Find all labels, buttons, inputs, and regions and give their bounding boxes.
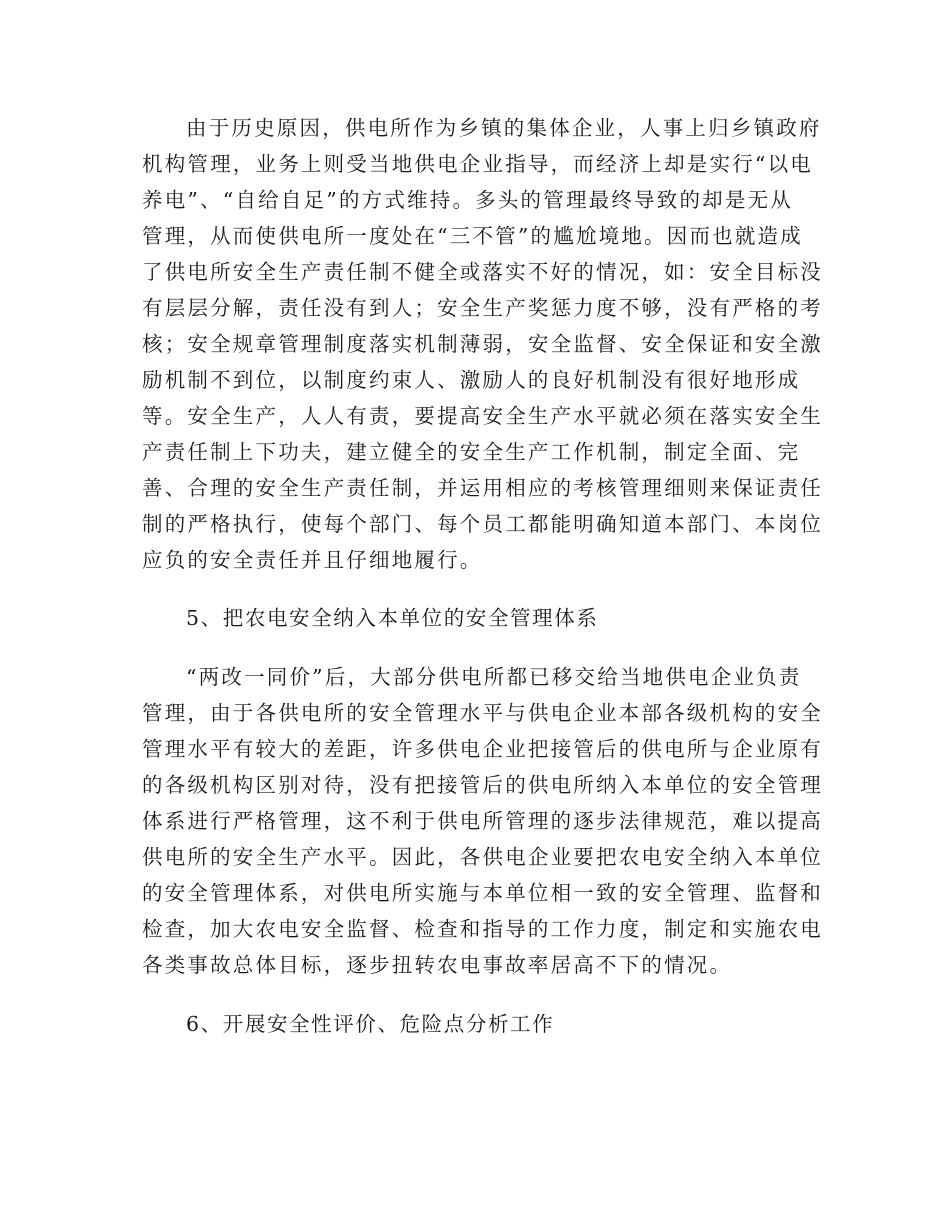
paragraph-line: 管理，由于各供电所的安全管理水平与供电企业本部各级机构的安全 xyxy=(142,701,823,725)
paragraph-line: 体系进行严格管理，这不利于供电所管理的逐步法律规范，难以提高 xyxy=(142,809,823,833)
paragraph-line: 各类事故总体目标，逐步扭转农电事故率居高不下的情况。 xyxy=(142,953,733,977)
paragraph-line: 管理，从而使供电所一度处在“三不管”的尴尬境地。因而也就造成 xyxy=(142,224,803,248)
paragraph-line: “两改一同价”后，大部分供电所都已移交给当地供电企业负责 xyxy=(186,665,802,689)
paragraph-line: 产责任制上下功夫，建立健全的安全生产工作机制，制定全面、完 xyxy=(142,440,801,464)
paragraph-line: 应负的安全责任并且仔细地履行。 xyxy=(142,548,483,572)
paragraph-line: 管理水平有较大的差距，许多供电企业把接管后的供电所与企业原有 xyxy=(142,737,823,761)
paragraph-line: 的各级机构区别对待，没有把接管后的供电所纳入本单位的安全管理 xyxy=(142,773,823,797)
paragraph-line: 有层层分解，责任没有到人；安全生产奖惩力度不够，没有严格的考 xyxy=(142,296,823,320)
paragraph-line: 等。安全生产，人人有责，要提高安全生产水平就必须在落实安全生 xyxy=(142,404,823,428)
section-heading-6: 6、开展安全性评价、危险点分析工作 xyxy=(186,1012,555,1036)
paragraph-line: 检查，加大农电安全监督、检查和指导的工作力度，制定和实施农电 xyxy=(142,917,823,941)
paragraph-line: 机构管理，业务上则受当地供电企业指导，而经济上却是实行“以电 xyxy=(142,152,813,176)
paragraph-line: 供电所的安全生产水平。因此，各供电企业要把农电安全纳入本单位 xyxy=(142,845,823,869)
paragraph-line: 了供电所安全生产责任制不健全或落实不好的情况，如：安全目标没 xyxy=(142,260,823,284)
paragraph-line: 核；安全规章管理制度落实机制薄弱，安全监督、安全保证和安全激 xyxy=(142,332,823,356)
paragraph-line: 养电”、“自给自足”的方式维持。多头的管理最终导致的却是无从 xyxy=(142,188,793,212)
paragraph-line: 善、合理的安全生产责任制，并运用相应的考核管理细则来保证责任 xyxy=(142,476,823,500)
paragraph-line: 励机制不到位，以制度约束人、激励人的良好机制没有很好地形成 xyxy=(142,368,801,392)
paragraph-line: 制的严格执行，使每个部门、每个员工都能明确知道本部门、本岗位 xyxy=(142,512,823,536)
paragraph-line: 的安全管理体系，对供电所实施与本单位相一致的安全管理、监督和 xyxy=(142,881,823,905)
section-heading-5: 5、把农电安全纳入本单位的安全管理体系 xyxy=(186,606,599,630)
paragraph-line: 由于历史原因，供电所作为乡镇的集体企业，人事上归乡镇政府 xyxy=(186,116,822,140)
